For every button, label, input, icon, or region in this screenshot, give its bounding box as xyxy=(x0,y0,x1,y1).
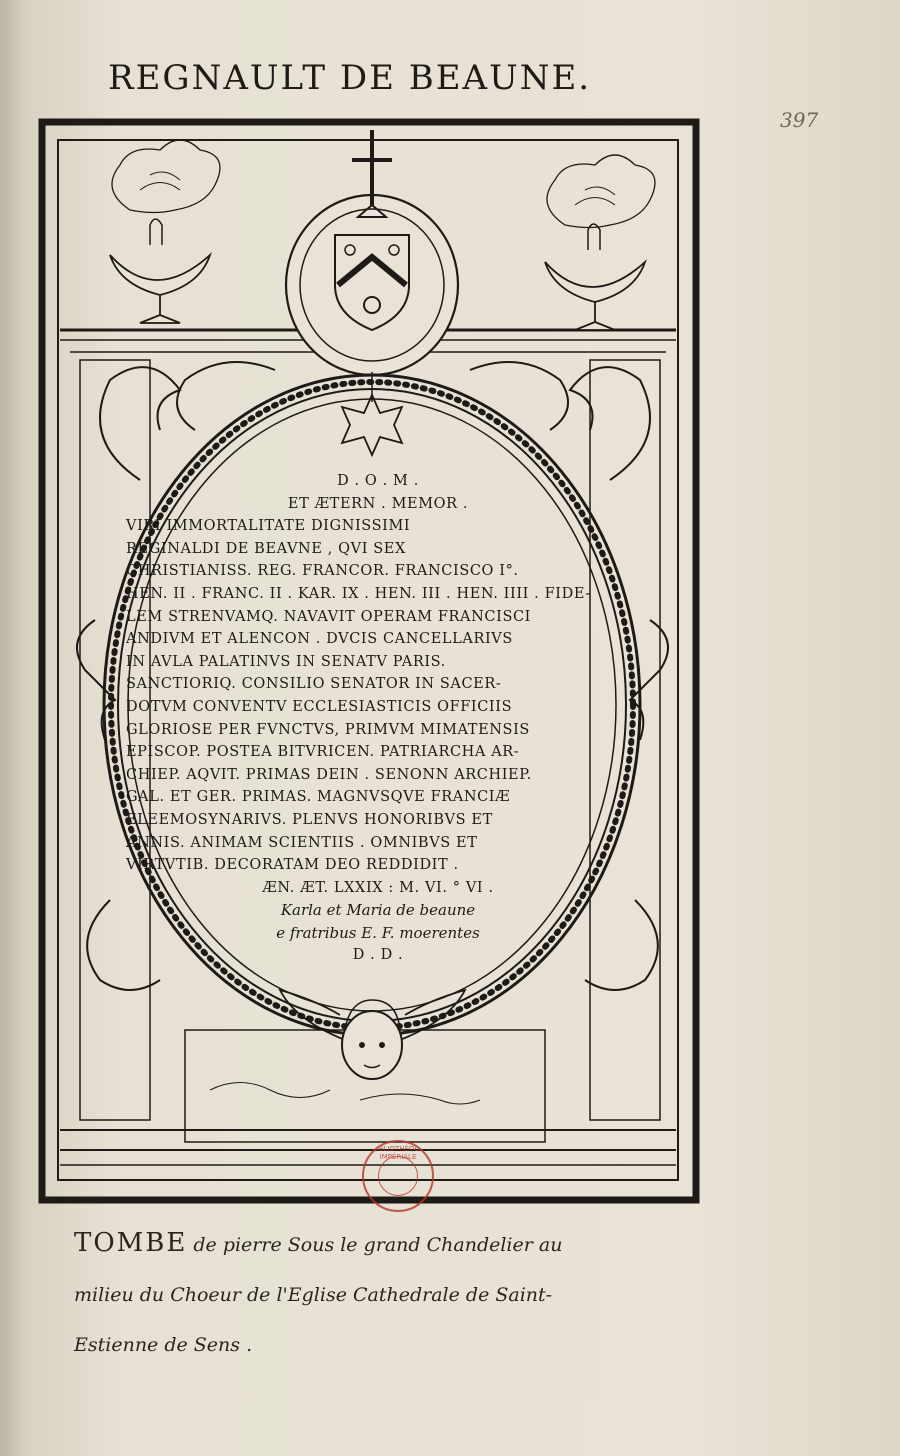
inscription-line: ANDIVM ET ALENCON . DVCIS CANCELLARIVS xyxy=(126,631,513,648)
inscription-line: SANCTIORIQ. CONSILIO SENATOR IN SACER- xyxy=(126,676,502,693)
closing-line: D . D . xyxy=(352,947,404,964)
folio-number: 397 xyxy=(780,108,819,132)
stamp-text: BIBLIOTHÈQUE IMPÉRIALE xyxy=(371,1145,425,1161)
inscription-line: VIRTVTIB. DECORATAM DEO REDDIDIT . xyxy=(126,857,459,874)
inscription-line: REGINALDI DE BEAVNE , QVI SEX xyxy=(126,540,406,557)
caption xyxy=(74,1218,694,1370)
epitaph-inscription xyxy=(118,470,638,967)
inscription-line: GLORIOSE PER FVNCTVS, PRIMVM MIMATENSIS xyxy=(126,721,530,738)
inscription-line: DOTVM CONVENTV ECCLESIASTICIS OFFICIIS xyxy=(126,698,513,715)
inscription-line: VIRI IMMORTALITATE DIGNISSIMI xyxy=(126,518,411,535)
inscription-line: EPISCOP. POSTEA BITVRICEN. PATRIARCHA AR- xyxy=(126,744,520,761)
dedication-line: e fratribus E. F. moerentes xyxy=(276,923,480,942)
dedication-line: Karla et Maria de beaune xyxy=(280,901,476,920)
caption-line-1: de pierre Sous le grand Chandelier au xyxy=(193,1234,563,1256)
inscription-line: CHIEP. AQVIT. PRIMAS DEIN . SENONN ARCHIEP. xyxy=(126,766,532,783)
library-stamp-icon xyxy=(362,1140,434,1212)
caption-line-3: Estienne de Sens . xyxy=(74,1334,253,1356)
page-heading: REGNAULT DE BEAUNE. xyxy=(108,58,592,98)
inscription-line: ÆN. ÆT. LXXIX : M. VI. ° VI . xyxy=(262,879,494,896)
inscription-line: CHRISTIANISS. REG. FRANCOR. FRANCISCO I°. xyxy=(126,563,519,580)
inscription-line: HEN. II . FRANC. II . KAR. IX . HEN. III . HEN. IIII . FIDE- xyxy=(126,585,591,602)
cherub-icon xyxy=(280,990,465,1079)
inscription-line: IN AVLA PALATINVS IN SENATV PARIS. xyxy=(126,653,446,670)
inscription-line: D . O . M . xyxy=(337,473,419,489)
left-lamp-icon xyxy=(110,140,220,323)
right-lamp-icon xyxy=(545,155,655,330)
inscription-line: ANNIS. ANIMAM SCIENTIIS . OMNIBVS ET xyxy=(126,834,478,851)
inscription-line: LEM STRENVAMQ. NAVAVIT OPERAM FRANCISCI xyxy=(126,608,531,625)
inscription-line: ELEEMOSYNARIVS. PLENVS HONORIBVS ET xyxy=(126,811,493,828)
caption-title: TOMBE xyxy=(74,1228,188,1258)
coat-of-arms-icon xyxy=(286,130,458,455)
inscription-line: GAL. ET GER. PRIMAS. MAGNVSQVE FRANCIÆ xyxy=(126,789,511,806)
inscription-line: ET ÆTERN . MEMOR . xyxy=(287,495,469,512)
caption-line-2: milieu du Choeur de l'Eglise Cathedrale de Saint- xyxy=(74,1284,553,1306)
